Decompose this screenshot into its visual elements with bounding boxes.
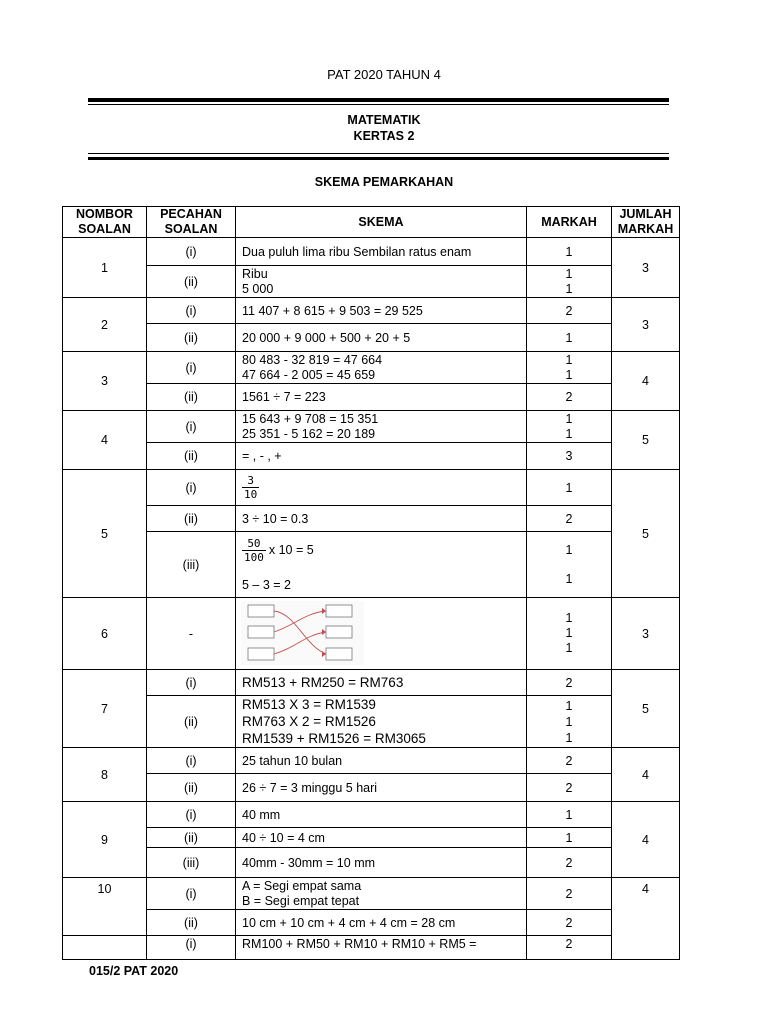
scheme-text: $\frac{50}{100}$ x 10 = 5 5 – 3 = 2 [236,532,527,598]
mark-value: 2 [527,878,612,910]
mark-value: 1 [527,802,612,828]
part-label: (ii) [147,443,236,470]
fraction: $\frac{50}{100}$ [244,536,264,564]
part-label: (i) [147,748,236,774]
question-number: 5 [63,470,147,598]
mark-value: 2 [527,774,612,802]
table-row [63,532,680,598]
question-number: 10 [63,878,147,936]
table-row [63,238,680,266]
scheme-text: 40 ÷ 10 = 4 cm [236,828,527,848]
table-row [63,598,680,670]
total-mark: 5 [612,411,680,470]
mark-value: 1 1 1 [527,598,612,670]
table-row [63,748,680,774]
scheme-text: 11 407 + 8 615 + 9 503 = 29 525 [236,298,527,324]
question-number: 9 [63,802,147,878]
part-label: (i) [147,470,236,506]
total-mark: 4 [612,352,680,411]
part-label: (ii) [147,324,236,352]
part-label: (i) [147,670,236,696]
question-number: 8 [63,748,147,802]
part-label: (i) [147,238,236,266]
fraction: $\frac{3}{10}$ [244,474,258,501]
table-row [63,774,680,802]
table-row [63,828,680,848]
part-label: (iii) [147,532,236,598]
mark-value: 2 [527,298,612,324]
marking-scheme-table [62,206,680,960]
total-mark: 5 [612,470,680,598]
scheme-text: 15 643 + 9 708 = 15 351 25 351 - 5 162 = 20 189 [236,411,527,443]
scheme-text: = , - , + [236,443,527,470]
table-row [63,878,680,910]
total-mark: 5 [612,670,680,748]
scheme-text: 1561 ÷ 7 = 223 [236,384,527,411]
table-row [63,936,680,960]
table-row [63,506,680,532]
table-header-row [63,207,680,238]
table-row [63,696,680,748]
matching-diagram [236,598,527,670]
table-row [63,848,680,878]
part-label: (ii) [147,828,236,848]
mark-value: 3 [527,443,612,470]
mark-value: 1 1 [527,411,612,443]
title-rule-thick [88,157,669,160]
part-label: (ii) [147,774,236,802]
scheme-text: A = Segi empat sama B = Segi empat tepat [236,878,527,910]
part-label: (ii) [147,384,236,411]
scheme-text: 26 ÷ 7 = 3 minggu 5 hari [236,774,527,802]
mark-value: 1 1 [527,532,612,598]
header-rule-thick [88,98,669,102]
header-jumlah: JUMLAH MARKAH [612,207,680,238]
header-rule-thin [88,104,669,105]
question-number: 6 [63,598,147,670]
part-label: (i) [147,352,236,384]
total-mark: 3 [612,598,680,670]
table-row [63,298,680,324]
scheme-text: RM513 X 3 = RM1539 RM763 X 2 = RM1526 RM1539 + RM1526 = RM3065 [236,696,527,748]
part-label: (i) [147,298,236,324]
mark-value: 1 [527,470,612,506]
title-rule-thin [88,153,669,154]
mark-value: 1 [527,324,612,352]
header-markah: MARKAH [527,207,612,238]
header-nombor: NOMBOR SOALAN [63,207,147,238]
scheme-text: 10 cm + 10 cm + 4 cm + 4 cm = 28 cm [236,910,527,936]
mark-value: 2 [527,848,612,878]
scheme-text: 20 000 + 9 000 + 500 + 20 + 5 [236,324,527,352]
question-number: 4 [63,411,147,470]
mark-value: 2 [527,384,612,411]
part-label: - [147,598,236,670]
table-row [63,384,680,411]
part-label: (ii) [147,266,236,298]
question-number [63,936,147,960]
part-label: (ii) [147,696,236,748]
header-skema: SKEMA [236,207,527,238]
question-number: 7 [63,670,147,748]
scheme-text: Ribu 5 000 [236,266,527,298]
matching-lines-diagram [240,601,364,665]
header-pecahan: PECAHAN SOALAN [147,207,236,238]
part-label: (i) [147,411,236,443]
part-label: (ii) [147,910,236,936]
scheme-text: 25 tahun 10 bulan [236,748,527,774]
total-mark: 3 [612,238,680,298]
part-label: (i) [147,878,236,910]
total-mark: 4 [612,878,680,960]
table-row [63,802,680,828]
page-footer: 015/2 PAT 2020 [89,964,179,978]
scheme-text: RM513 + RM250 = RM763 [236,670,527,696]
scheme-fraction [236,470,527,506]
mark-value: 2 [527,506,612,532]
section-title: SKEMA PEMARKAHAN [314,175,454,189]
mark-value: 1 1 [527,266,612,298]
paper-title: KERTAS 2 [353,129,415,143]
total-mark: 4 [612,802,680,878]
mark-value: 2 [527,910,612,936]
question-number: 3 [63,352,147,411]
scheme-text: Dua puluh lima ribu Sembilan ratus enam [236,238,527,266]
mark-value: 2 [527,748,612,774]
question-number: 1 [63,238,147,298]
mark-value: 1 1 [527,352,612,384]
table-row [63,910,680,936]
scheme-text: 3 ÷ 10 = 0.3 [236,506,527,532]
mark-value: 1 1 1 [527,696,612,748]
part-label: (i) [147,936,236,960]
table-row [63,670,680,696]
mark-value: 1 [527,238,612,266]
scheme-text: 80 483 - 32 819 = 47 664 47 664 - 2 005 = 45 659 [236,352,527,384]
table-row [63,411,680,443]
scheme-text: 40 mm [236,802,527,828]
table-row [63,352,680,384]
table-row [63,266,680,298]
part-label: (ii) [147,506,236,532]
mark-value: 1 [527,828,612,848]
table-row [63,443,680,470]
scheme-text: 40mm - 30mm = 10 mm [236,848,527,878]
page-header: PAT 2020 TAHUN 4 [327,67,441,82]
total-mark: 3 [612,298,680,352]
part-label: (i) [147,802,236,828]
total-mark: 4 [612,748,680,802]
table-row [63,324,680,352]
mark-value: 2 [527,936,612,960]
question-number: 2 [63,298,147,352]
part-label: (iii) [147,848,236,878]
scheme-text: RM100 + RM50 + RM10 + RM10 + RM5 = [236,936,527,960]
table-row [63,470,680,506]
mark-value: 2 [527,670,612,696]
subject-title: MATEMATIK [347,113,421,127]
